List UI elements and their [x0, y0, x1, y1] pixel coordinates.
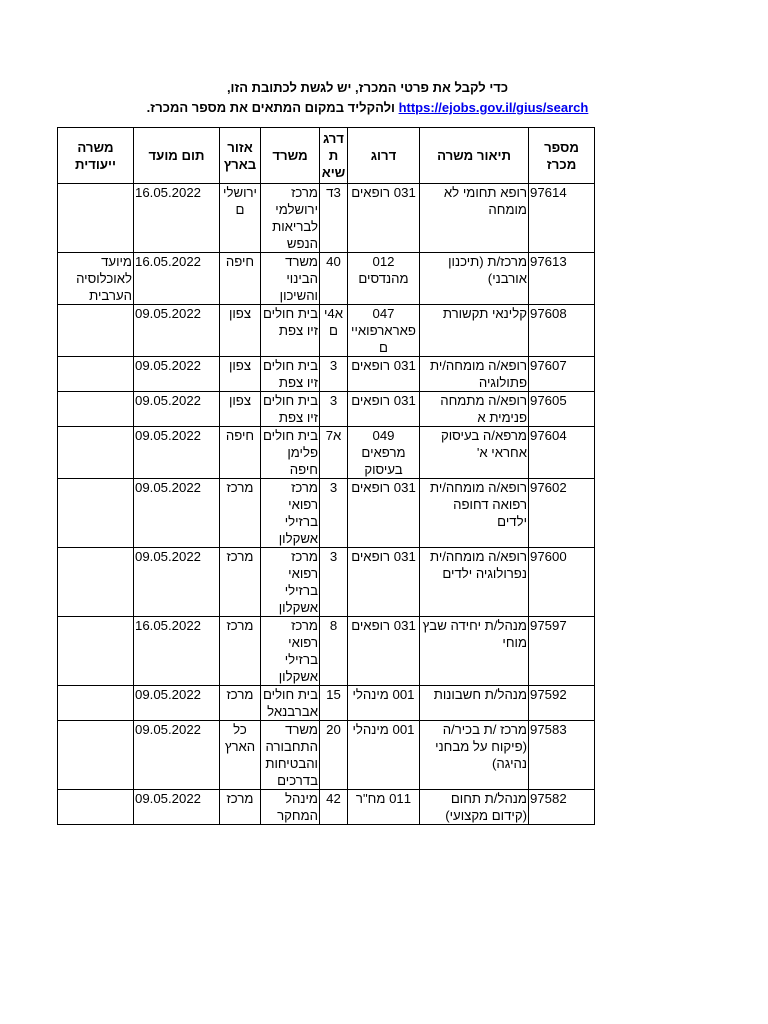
header-office: משרד	[261, 128, 320, 184]
cell-office: בית חולים זיו צפת	[261, 305, 320, 357]
cell-region: צפון	[220, 357, 261, 392]
table-body	[58, 184, 595, 825]
intro-line-2	[100, 98, 635, 118]
cell-tender-no: 97613	[529, 253, 595, 305]
cell-grade: א7	[320, 427, 348, 479]
cell-office: מרכז רפואי ברזילי אשקלון	[261, 479, 320, 548]
search-link[interactable]: https://ejobs.gov.il/gius/search	[398, 100, 589, 115]
cell-grade: 3	[320, 548, 348, 617]
tenders-table	[57, 127, 595, 825]
cell-rank: 001 מינהלי	[348, 686, 420, 721]
cell-region: כל הארץ	[220, 721, 261, 790]
cell-description: קלינאי תקשורת	[420, 305, 529, 357]
cell-region: חיפה	[220, 427, 261, 479]
cell-office: משרד הבינוי והשיכון	[261, 253, 320, 305]
table-row	[58, 253, 595, 305]
cell-rank: 031 רופאים	[348, 392, 420, 427]
cell-grade: א4ים	[320, 305, 348, 357]
cell-office: מרכז רפואי ברזילי אשקלון	[261, 617, 320, 686]
cell-grade: 3	[320, 392, 348, 427]
table-row	[58, 479, 595, 548]
cell-office: מרכז ירושלמי לבריאות הנפש	[261, 184, 320, 253]
cell-office: בית חולים זיו צפת	[261, 357, 320, 392]
cell-description: מנהל/ת חשבונות	[420, 686, 529, 721]
header-grade: דרגת שיא	[320, 128, 348, 184]
intro-line-2-rest: ולהקליד במקום המתאים את מספר המכרז.	[146, 100, 399, 115]
cell-tender-no: 97597	[529, 617, 595, 686]
cell-office: מינהל המחקר	[261, 790, 320, 825]
cell-region: מרכז	[220, 548, 261, 617]
cell-tender-no: 97608	[529, 305, 595, 357]
cell-designated	[58, 686, 134, 721]
cell-office: בית חולים אברבנאל	[261, 686, 320, 721]
cell-office: בית חולים זיו צפת	[261, 392, 320, 427]
cell-tender-no: 97605	[529, 392, 595, 427]
cell-description: מנהל/ת תחום (קידום מקצועי)	[420, 790, 529, 825]
cell-tender-no: 97614	[529, 184, 595, 253]
cell-deadline: 16.05.2022	[134, 184, 220, 253]
cell-deadline: 09.05.2022	[134, 305, 220, 357]
cell-designated	[58, 548, 134, 617]
cell-tender-no: 97607	[529, 357, 595, 392]
cell-rank: 001 מינהלי	[348, 721, 420, 790]
cell-region: ירושלים	[220, 184, 261, 253]
cell-grade: 3	[320, 357, 348, 392]
cell-designated	[58, 790, 134, 825]
cell-rank: 031 רופאים	[348, 617, 420, 686]
cell-tender-no: 97602	[529, 479, 595, 548]
cell-office: בית חולים פלימן חיפה	[261, 427, 320, 479]
intro-text	[100, 78, 635, 118]
intro-line-1: כדי לקבל את פרטי המכרז, יש לגשת לכתובת הזו,	[226, 80, 509, 95]
cell-designated	[58, 392, 134, 427]
cell-description: רופא/ה מתמחה פנימית א	[420, 392, 529, 427]
cell-deadline: 09.05.2022	[134, 686, 220, 721]
header-tender-no: מספר מכרז	[529, 128, 595, 184]
cell-region: חיפה	[220, 253, 261, 305]
header-designated: משרה ייעודית	[58, 128, 134, 184]
cell-grade: 3	[320, 479, 348, 548]
cell-region: מרכז	[220, 617, 261, 686]
cell-tender-no: 97592	[529, 686, 595, 721]
cell-designated	[58, 427, 134, 479]
cell-deadline: 09.05.2022	[134, 479, 220, 548]
cell-rank: 047 פארארפואיים	[348, 305, 420, 357]
table-row	[58, 357, 595, 392]
cell-region: מרכז	[220, 479, 261, 548]
header-region: אזור בארץ	[220, 128, 261, 184]
cell-rank: 031 רופאים	[348, 479, 420, 548]
cell-grade: 40	[320, 253, 348, 305]
cell-deadline: 16.05.2022	[134, 253, 220, 305]
cell-description: רופא/ה מומחה/ית פתולוגיה	[420, 357, 529, 392]
cell-description: רופא/ה מומחה/ית רפואה דחופה ילדים	[420, 479, 529, 548]
cell-designated	[58, 617, 134, 686]
cell-description: מרכז /ת בכיר/ה (פיקוח על מבחני נהיגה)	[420, 721, 529, 790]
table-row	[58, 392, 595, 427]
cell-description: רופא/ה מומחה/ית נפרולוגיה ילדים	[420, 548, 529, 617]
cell-region: מרכז	[220, 686, 261, 721]
cell-deadline: 09.05.2022	[134, 357, 220, 392]
table-row	[58, 427, 595, 479]
table-row	[58, 548, 595, 617]
cell-designated	[58, 184, 134, 253]
cell-tender-no: 97600	[529, 548, 595, 617]
cell-designated: מיועד לאוכלוסיה הערבית	[58, 253, 134, 305]
cell-office: מרכז רפואי ברזילי אשקלון	[261, 548, 320, 617]
header-deadline: תום מועד	[134, 128, 220, 184]
header-rank: דרוג	[348, 128, 420, 184]
cell-designated	[58, 305, 134, 357]
cell-rank: 049 מרפאים בעיסוק	[348, 427, 420, 479]
cell-designated	[58, 479, 134, 548]
cell-designated	[58, 357, 134, 392]
cell-region: צפון	[220, 392, 261, 427]
header-row	[58, 128, 595, 184]
cell-deadline: 09.05.2022	[134, 721, 220, 790]
cell-rank: 031 רופאים	[348, 184, 420, 253]
table-row	[58, 721, 595, 790]
table-row	[58, 686, 595, 721]
cell-grade: 20	[320, 721, 348, 790]
header-description: תיאור משרה	[420, 128, 529, 184]
cell-office: משרד התחבורה והבטיחות בדרכים	[261, 721, 320, 790]
cell-deadline: 09.05.2022	[134, 790, 220, 825]
cell-rank: 031 רופאים	[348, 357, 420, 392]
cell-tender-no: 97604	[529, 427, 595, 479]
cell-rank: 011 מח"ר	[348, 790, 420, 825]
table-row	[58, 790, 595, 825]
cell-deadline: 09.05.2022	[134, 427, 220, 479]
cell-grade: 42	[320, 790, 348, 825]
cell-grade: 15	[320, 686, 348, 721]
cell-tender-no: 97582	[529, 790, 595, 825]
cell-region: מרכז	[220, 790, 261, 825]
cell-grade: 3ד	[320, 184, 348, 253]
cell-deadline: 16.05.2022	[134, 617, 220, 686]
cell-tender-no: 97583	[529, 721, 595, 790]
cell-region: צפון	[220, 305, 261, 357]
cell-description: מנהל/ת יחידה שבץ מוחי	[420, 617, 529, 686]
cell-rank: 031 רופאים	[348, 548, 420, 617]
table-row	[58, 305, 595, 357]
cell-deadline: 09.05.2022	[134, 392, 220, 427]
table-row	[58, 184, 595, 253]
cell-deadline: 09.05.2022	[134, 548, 220, 617]
table-row	[58, 617, 595, 686]
cell-rank: 012 מהנדסים	[348, 253, 420, 305]
cell-description: רופא תחומי לא מומחה	[420, 184, 529, 253]
cell-description: מרכז/ת (תיכנון אורבני)	[420, 253, 529, 305]
cell-designated	[58, 721, 134, 790]
cell-grade: 8	[320, 617, 348, 686]
cell-description: מרפא/ה בעיסוק אחראי א'	[420, 427, 529, 479]
